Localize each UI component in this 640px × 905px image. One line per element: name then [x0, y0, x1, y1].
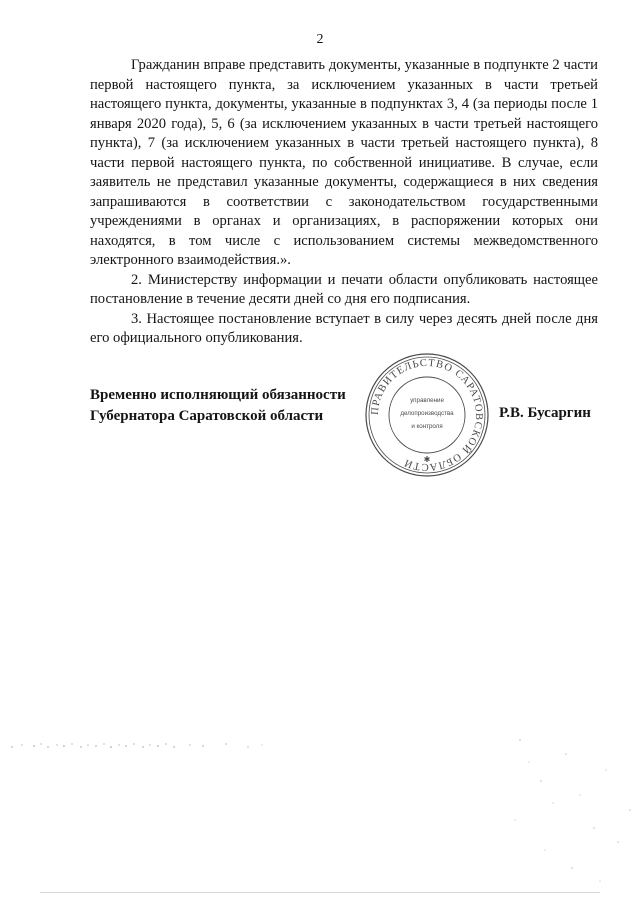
signatory-position-line-1: Временно исполняющий обязанности	[90, 387, 346, 403]
seal-outer-text: ПРАВИТЕЛЬСТВО САРАТОВСКОЙ ОБЛАСТИ	[369, 357, 485, 473]
seal-inner-line-2: делопроизводства	[400, 410, 454, 417]
seal-star-icon: ✱	[423, 455, 431, 464]
signatory-name: Р.В. Бусаргин	[499, 405, 591, 421]
document-body	[90, 56, 598, 349]
page-number: 2	[316, 32, 324, 47]
official-seal	[364, 352, 490, 478]
paragraph-documents-submission: Гражданин вправе представить документы, указанные в подпункте 2 части первой настоящего пункта, за исключением указанных в части третьей настоящего пункта, документы, указанные в подпунктах 3, 4 (за периоды после 1 января 2020 года), 5, 6 (за исключением указанных в части третьей настоящего пункта), 7 (за исключением указанных в части третьей настоящего пункта), 8 части первой настоящего пункта, по собственной инициативе. В случае, если заявитель не представил указанные документы, содержащиеся в них сведения запрашиваются в соответствии с законодательством государственными учреждениями в органах и организациях, в распоряжении которых они находятся, в том числе с использованием системы межведомственного электронного взаимодействия.».	[90, 57, 598, 268]
signatory-position-line-2: Губернатора Саратовской области	[90, 407, 324, 424]
signatory-position	[90, 385, 346, 426]
scan-edge-line	[40, 892, 600, 893]
paragraph-publication-order: 2. Министерству информации и печати области опубликовать настоящее постановление в течение десяти дней со дня его подписания.	[90, 271, 598, 307]
seal-inner-line-1: управление	[410, 397, 444, 404]
paragraph-entry-into-force: 3. Настоящее постановление вступает в силу через десять дней после дня его официального опубликования.	[90, 310, 598, 346]
scan-artifacts	[0, 700, 640, 905]
seal-inner-line-3: и контроля	[411, 423, 443, 430]
